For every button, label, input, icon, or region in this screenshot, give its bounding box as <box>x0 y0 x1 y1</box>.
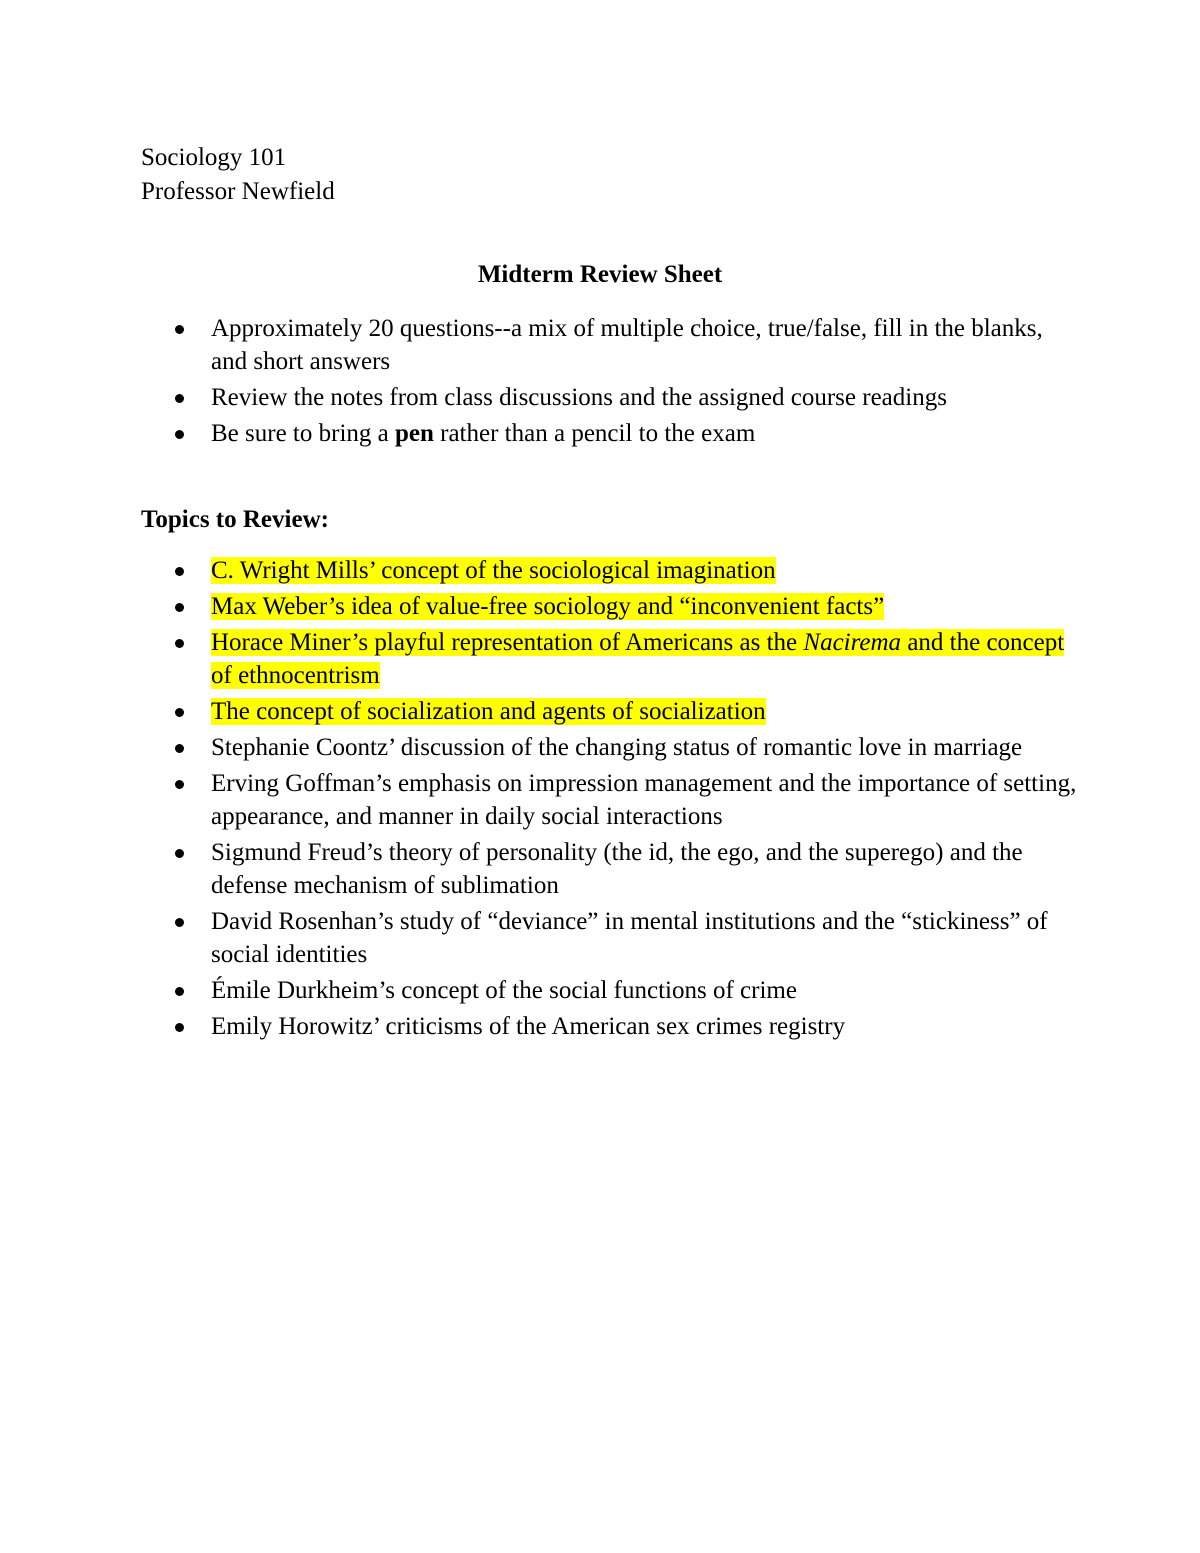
topic-text: Stephanie Coontz’ discussion of the changing status of romantic love in marriage <box>211 734 1023 761</box>
list-item <box>0 731 1200 764</box>
list-item <box>0 554 1200 587</box>
emphasis-pen: pen <box>394 420 434 447</box>
topic-text: Émile Durkheim’s concept of the social functions of crime <box>211 977 797 1004</box>
bullet-icon <box>175 567 184 576</box>
list-item <box>0 767 1200 833</box>
topics-list <box>0 554 1200 1046</box>
list-item <box>0 905 1200 971</box>
bullet-icon <box>175 780 184 789</box>
topic-text: Horace Miner’s playful representation of Americans as the <box>211 629 804 656</box>
list-item <box>0 974 1200 1007</box>
bullet-icon <box>175 918 184 927</box>
list-item <box>0 836 1200 902</box>
list-item <box>0 381 1200 414</box>
exam-info-text: Review the notes from class discussions and the assigned course readings <box>211 384 947 411</box>
topic-text: David Rosenhan’s study of “deviance” in mental institutions and the “stickiness” of social identities <box>211 908 1048 968</box>
bullet-icon <box>175 603 184 612</box>
topic-text: Emily Horowitz’ criticisms of the American sex crimes registry <box>211 1013 846 1040</box>
course-name: Sociology 101 <box>141 144 287 171</box>
professor-name: Professor Newfield <box>141 178 335 205</box>
topic-text: Max Weber’s idea of value-free sociology and “inconvenient facts” <box>211 593 885 620</box>
topics-heading: Topics to Review: <box>141 506 329 533</box>
topic-text: C. Wright Mills’ concept of the sociological imagination <box>211 557 776 584</box>
bullet-icon <box>175 1023 184 1032</box>
bullet-icon <box>175 325 184 334</box>
list-item <box>0 1010 1200 1043</box>
exam-info-text: Be sure to bring a <box>211 420 395 447</box>
topic-text: Erving Goffman’s emphasis on impression management and the importance of setting, appearance, and manner in daily social interactions <box>211 770 1077 830</box>
list-item <box>0 626 1200 692</box>
page-title: Midterm Review Sheet <box>477 261 723 288</box>
exam-info-text: rather than a pencil to the exam <box>433 420 756 447</box>
topic-text: and the concept of ethnocentrism <box>211 629 1065 689</box>
exam-info-list <box>0 312 1200 453</box>
topic-italic-term: Nacirema <box>803 629 902 656</box>
list-item <box>0 417 1200 450</box>
bullet-icon <box>175 639 184 648</box>
bullet-icon <box>175 849 184 858</box>
topic-text: The concept of socialization and agents of socialization <box>211 698 766 725</box>
list-item <box>0 590 1200 623</box>
exam-info-text: Approximately 20 questions--a mix of multiple choice, true/false, fill in the blanks, and short answers <box>211 315 1043 375</box>
bullet-icon <box>175 744 184 753</box>
topic-text: Sigmund Freud’s theory of personality (the id, the ego, and the superego) and the defense mechanism of sublimation <box>211 839 1023 899</box>
list-item <box>0 695 1200 728</box>
bullet-icon <box>175 394 184 403</box>
bullet-icon <box>175 708 184 717</box>
bullet-icon <box>175 987 184 996</box>
bullet-icon <box>175 430 184 439</box>
list-item <box>0 312 1200 378</box>
